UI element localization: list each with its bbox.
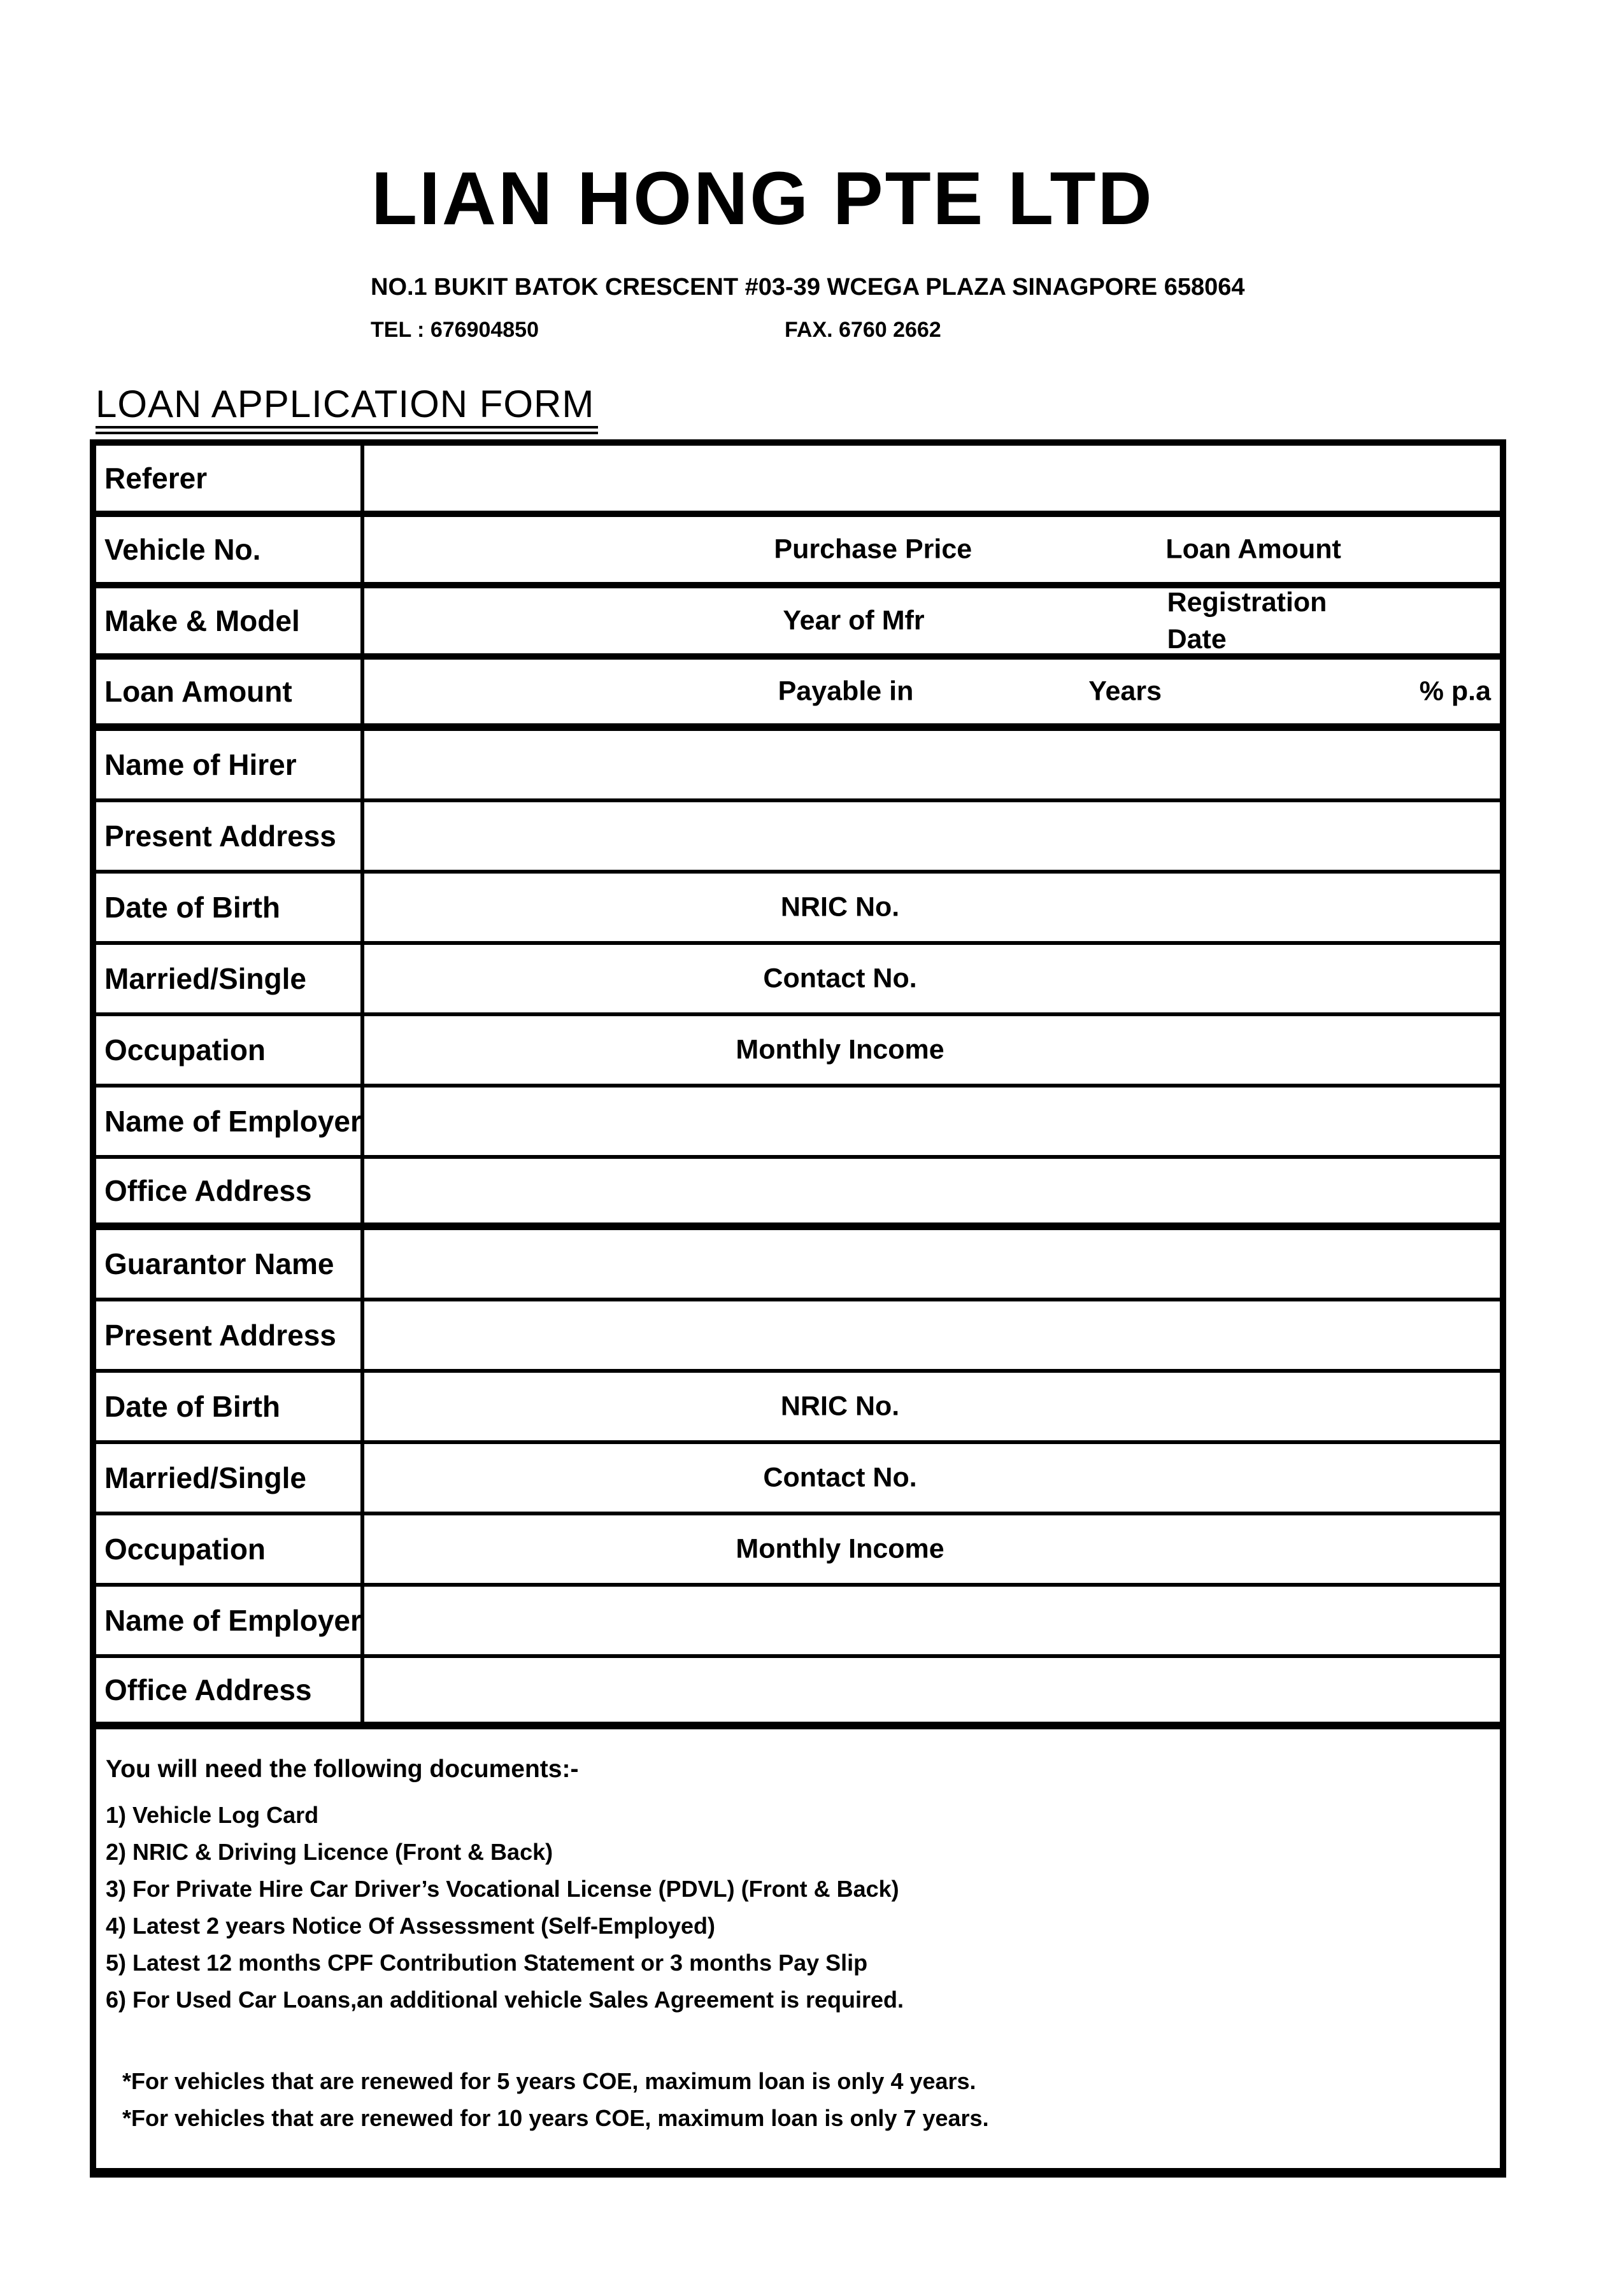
field-label-payable-in: Payable in [778, 676, 914, 707]
table-row-hirer-married-single [96, 945, 1500, 1016]
row-label: Vehicle No. [96, 517, 364, 582]
vehicle-no-input-area[interactable] [364, 517, 1500, 582]
row-label: Date of Birth [96, 1373, 364, 1440]
field-label-monthly-income: Monthly Income [736, 1533, 944, 1564]
document-item-6: 6) For Used Car Loans,an additional vehicle Sales Agreement is required. [106, 1987, 904, 2013]
row-label: Office Address [96, 1159, 364, 1222]
hirer-marital-input-area[interactable] [364, 945, 1500, 1012]
table-row-guarantor-employer [96, 1587, 1500, 1658]
guarantor-employer-input-area[interactable] [364, 1587, 1500, 1654]
guarantor-dob-input-area[interactable] [364, 1373, 1500, 1440]
row-label: Present Address [96, 802, 364, 870]
hirer-office-address-input-area[interactable] [364, 1159, 1500, 1222]
loan-amount-input-area[interactable] [364, 660, 1500, 723]
field-label-years: Years [1088, 676, 1162, 707]
row-label: Referer [96, 446, 364, 511]
row-label: Date of Birth [96, 874, 364, 941]
table-row-guarantor-office-address [96, 1658, 1500, 1729]
documents-section [96, 1729, 1500, 2137]
coe-note-5-years: *For vehicles that are renewed for 5 years COE, maximum loan is only 4 years. [122, 2068, 976, 2094]
table-row-guarantor-name [96, 1230, 1500, 1301]
page-title: LOAN APPLICATION FORM [96, 384, 598, 434]
row-label: Guarantor Name [96, 1230, 364, 1298]
make-model-input-area[interactable] [364, 588, 1500, 653]
guarantor-occupation-input-area[interactable] [364, 1515, 1500, 1583]
document-item-3: 3) For Private Hire Car Driver’s Vocational License (PDVL) (Front & Back) [106, 1876, 899, 1902]
table-row-guarantor-occupation [96, 1515, 1500, 1587]
company-name: LIAN HONG PTE LTD [371, 157, 1154, 241]
hirer-dob-input-area[interactable] [364, 874, 1500, 941]
document-item-4: 4) Latest 2 years Notice Of Assessment (Self-Employed) [106, 1913, 715, 1939]
field-label-percent-pa: % p.a [1419, 676, 1491, 707]
documents-intro: You will need the following documents:- [106, 1755, 579, 1783]
hirer-name-input-area[interactable] [364, 731, 1500, 798]
row-label: Make & Model [96, 588, 364, 653]
document-item-5: 5) Latest 12 months CPF Contribution Statement or 3 months Pay Slip [106, 1950, 868, 1976]
field-label-contact-no: Contact No. [763, 1462, 917, 1493]
hirer-employer-input-area[interactable] [364, 1088, 1500, 1155]
field-label-contact-no: Contact No. [763, 963, 917, 994]
hirer-occupation-input-area[interactable] [364, 1016, 1500, 1084]
field-label-nric-no: NRIC No. [780, 1391, 900, 1422]
field-label-registration-date: Registration Date [1167, 586, 1327, 655]
row-label: Office Address [96, 1658, 364, 1722]
table-row-hirer-date-of-birth [96, 874, 1500, 945]
table-row-hirer-name [96, 731, 1500, 802]
company-address: NO.1 BUKIT BATOK CRESCENT #03-39 WCEGA PLAZA SINAGPORE 658064 [371, 274, 1245, 301]
guarantor-name-input-area[interactable] [364, 1230, 1500, 1298]
row-label: Occupation [96, 1016, 364, 1084]
company-tel: TEL : 676904850 [371, 318, 539, 342]
field-label-monthly-income: Monthly Income [736, 1034, 944, 1065]
table-row-guarantor-date-of-birth [96, 1373, 1500, 1444]
row-label: Present Address [96, 1301, 364, 1369]
table-row-guarantor-married-single [96, 1444, 1500, 1515]
table-row-loan-amount [96, 660, 1500, 731]
document-item-1: 1) Vehicle Log Card [106, 1802, 319, 1828]
row-label: Loan Amount [96, 660, 364, 723]
table-row-hirer-present-address [96, 802, 1500, 874]
hirer-present-address-input-area[interactable] [364, 802, 1500, 870]
row-label: Name of Employer [96, 1088, 364, 1155]
referer-input-area[interactable] [364, 446, 1500, 511]
row-label: Occupation [96, 1515, 364, 1583]
table-row-referer [96, 446, 1500, 517]
field-label-nric-no: NRIC No. [780, 891, 900, 923]
loan-form-table [90, 439, 1506, 2178]
guarantor-office-address-input-area[interactable] [364, 1658, 1500, 1722]
row-label: Married/Single [96, 1444, 364, 1512]
coe-note-10-years: *For vehicles that are renewed for 10 years COE, maximum loan is only 7 years. [122, 2105, 989, 2131]
field-label-loan-amount: Loan Amount [1165, 534, 1341, 565]
table-row-vehicle-no [96, 517, 1500, 588]
table-row-hirer-employer [96, 1088, 1500, 1159]
row-label: Married/Single [96, 945, 364, 1012]
table-row-make-model [96, 588, 1500, 660]
guarantor-marital-input-area[interactable] [364, 1444, 1500, 1512]
document-item-2: 2) NRIC & Driving Licence (Front & Back) [106, 1839, 553, 1865]
company-fax: FAX. 6760 2662 [785, 318, 941, 342]
table-row-hirer-occupation [96, 1016, 1500, 1088]
field-label-purchase-price: Purchase Price [774, 534, 972, 565]
guarantor-present-address-input-area[interactable] [364, 1301, 1500, 1369]
table-row-hirer-office-address [96, 1159, 1500, 1230]
row-label: Name of Hirer [96, 731, 364, 798]
field-label-year-of-mfr: Year of Mfr [783, 605, 925, 636]
coe-notes [106, 2063, 1481, 2137]
row-label: Name of Employer [96, 1587, 364, 1654]
table-row-guarantor-present-address [96, 1301, 1500, 1373]
